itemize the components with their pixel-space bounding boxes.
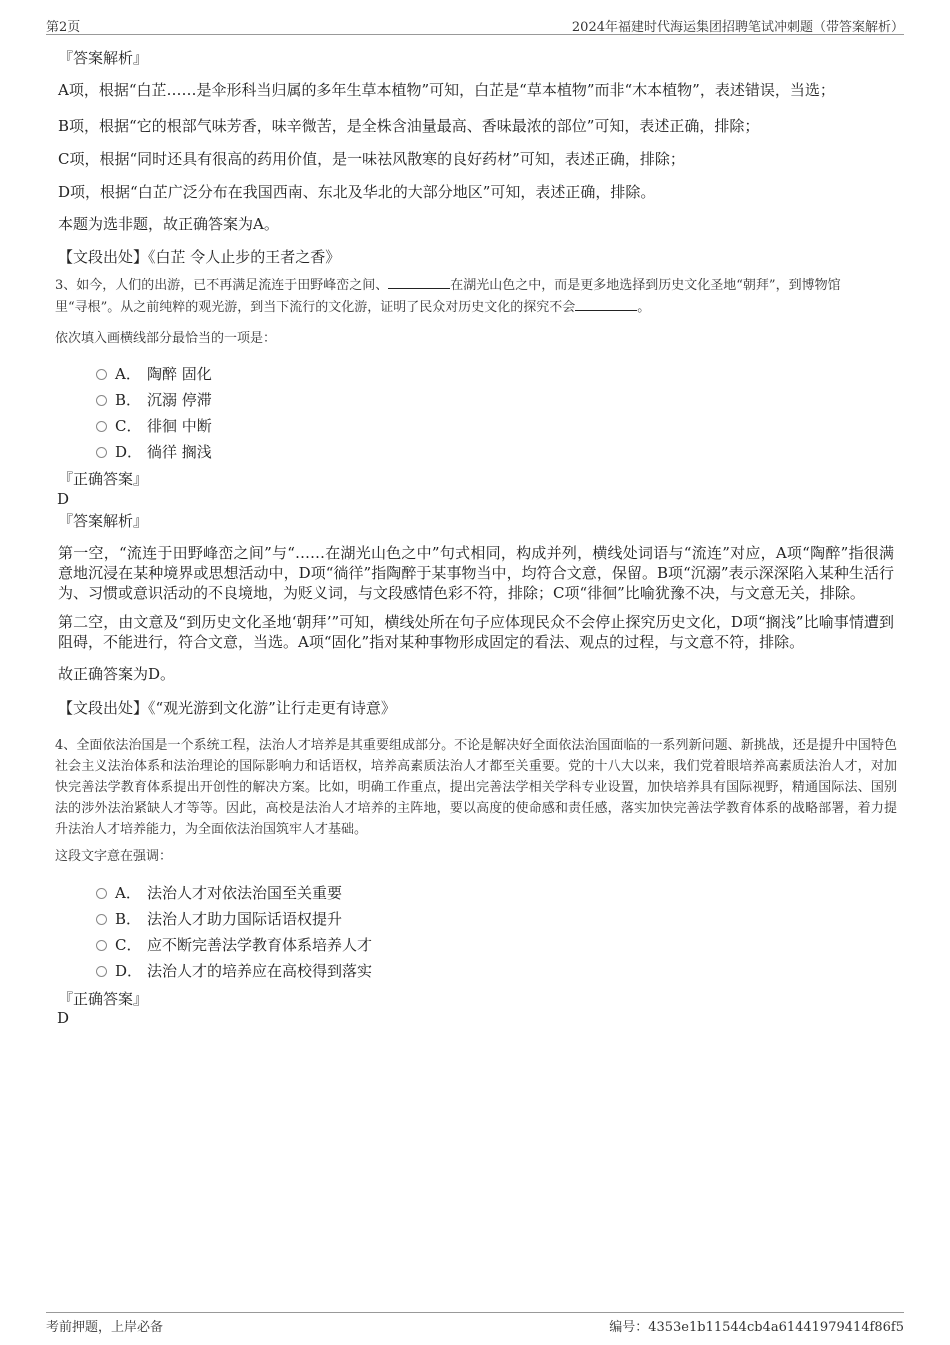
option-letter: C． [115,936,142,954]
page-number: 第2页 [46,20,81,35]
option-text: 法治人才的培养应在高校得到落实 [147,962,373,980]
document-title: 2024年福建时代海运集团招聘笔试冲刺题（带答案解析） [571,20,904,35]
q4-option-d[interactable] [96,961,372,981]
q3-stem-part2: 在湖光山色之中，而是更多地选择到历史文化圣地“朝拜”，到博物馆 [450,278,841,293]
q4-option-b[interactable] [96,909,342,929]
q3-source: 【文段出处】《“观光游到文化游”让行走更有诗意》 [58,699,396,717]
radio-icon[interactable] [96,914,107,925]
radio-icon[interactable] [96,966,107,977]
radio-icon[interactable] [96,395,107,406]
q4-stem: 4、全面依法治国是一个系统工程，法治人才培养是其重要组成部分。不论是解决好全面依法治国面临的一系列新问题、新挑战，还是提升中国特色社会主义法治体系和法治理论的国际影响力和话语权，培养高素质法治人才都至关重要。党的十八大以来，我们党着眼培养高素质法治人才，对加快完善法学教育体系提出开创性的解决方案。比如，明确工作重点，提出完善法学相关学科专业设置，加快培养具有国际视野，精通国际法、国别法的涉外法治紧缺人才等等。因此，高校是法治人才培养的主阵地，要以高度的使命感和责任感，落实加快完善法学教育体系的战略部署，着力提升法治人才培养能力，为全面依法治国筑牢人才基础。 [55,738,897,837]
q2-analysis-b: B项，根据“它的根部气味芳香，味辛微苦，是全株含油量最高、香味最浓的部位”可知，表述正确，排除； [58,117,760,135]
option-letter: C． [115,417,142,435]
option-letter: D． [115,962,143,980]
q4-answer-label: 『正确答案』 [58,990,149,1008]
radio-icon[interactable] [96,447,107,458]
option-text: 沉溺 停滞 [147,391,212,409]
option-text: 陶醉 固化 [147,365,212,383]
q2-conclusion: 本题为选非题，故正确答案为A。 [58,215,279,233]
q3-stem [55,274,895,318]
option-text: 应不断完善法学教育体系培养人才 [147,936,373,954]
q4-option-a[interactable] [96,883,342,903]
option-text: 徘徊 中断 [147,417,212,435]
radio-icon[interactable] [96,940,107,951]
option-letter: B． [115,391,142,409]
q3-option-a[interactable] [96,364,212,384]
q2-analysis-d: D项，根据“白芷广泛分布在我国西南、东北及华北的大部分地区”可知，表述正确，排除。 [58,183,656,201]
radio-icon[interactable] [96,888,107,899]
q3-analysis-2: 第二空，由文意及“到历史文化圣地‘朝拜’”可知，横线处所在句子应体现民众不会停止探究历史文化，D项“搁浅”比喻事情遭到阻碍，不能进行，符合文意，当选。A项“固化”指对某种事物形成固定的看法、观点的过程，与文意不符，排除。 [58,613,894,651]
q2-source: 【文段出处】《白芷 令人止步的王者之香》 [58,248,341,266]
footer-slogan: 考前押题，上岸必备 [46,1320,164,1335]
page-footer [46,1312,904,1335]
q3-blank-2 [575,296,637,311]
q4-answer: D [57,1009,70,1027]
q2-analysis-label: 『答案解析』 [58,49,149,67]
q3-stem-part1: 3、如今，人们的出游，已不再满足流连于田野峰峦之间、 [55,278,389,293]
q4-option-c[interactable] [96,935,372,955]
q3-answer-label: 『正确答案』 [58,470,149,488]
option-text: 徜徉 搁浅 [147,443,212,461]
q3-blank-1 [388,274,450,289]
option-letter: A． [115,365,141,383]
q3-conclusion: 故正确答案为D。 [58,665,176,683]
option-letter: B． [115,910,142,928]
q2-analysis-a: A项，根据“白芷……是伞形科当归属的多年生草本植物”可知，白芷是“草本植物”而非“木本植物”，表述错误，当选； [58,81,835,99]
q3-stem-part4: 。 [637,300,651,315]
q3-option-c[interactable] [96,416,212,436]
option-text: 法治人才助力国际话语权提升 [147,910,343,928]
q3-prompt: 依次填入画横线部分最恰当的一项是： [55,331,277,346]
radio-icon[interactable] [96,421,107,432]
option-text: 法治人才对依法治国至关重要 [147,884,343,902]
option-letter: D． [115,443,143,461]
q3-answer: D [57,490,70,508]
q3-analysis-1: 第一空，“流连于田野峰峦之间”与“……在湖光山色之中”句式相同，构成并列，横线处词语与“流连”对应，A项“陶醉”指很满意地沉浸在某种境界或思想活动中，D项“徜徉”指陶醉于某事物当中，均符合文意，保留。B项“沉溺”表示深深陷入某种生活行为、习惯或意识活动的不良境地，为贬义词，与文段感情色彩不符，排除；C项“徘徊”比喻犹豫不决，与文意无关，排除。 [58,544,894,602]
radio-icon[interactable] [96,369,107,380]
q3-analysis-label: 『答案解析』 [58,512,149,530]
q3-stem-part3: 里“寻根”。从之前纯粹的观光游，到当下流行的文化游，证明了民众对历史文化的探究不会 [55,300,576,315]
q2-analysis-c: C项，根据“同时还具有很高的药用价值，是一味祛风散寒的良好药材”可知，表述正确，排除； [58,150,685,168]
q3-option-d[interactable] [96,442,212,462]
page-header [46,14,904,35]
option-letter: A． [115,884,141,902]
document-serial: 编号：4353e1b11544cb4a61441979414f86f5 [609,1320,904,1335]
q3-option-b[interactable] [96,390,212,410]
q4-prompt: 这段文字意在强调： [55,849,173,864]
